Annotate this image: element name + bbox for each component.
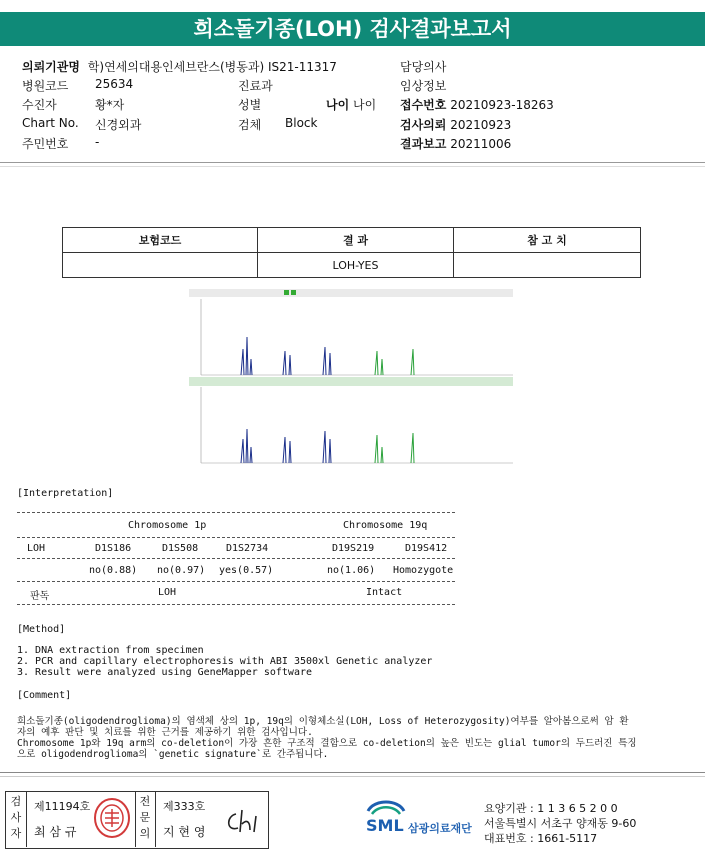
hospital-code-label: 병원코드 [22, 79, 69, 93]
examiner-seal-icon [93, 797, 131, 839]
toolbar-marker [291, 290, 296, 295]
org-name: 삼광의료재단 [408, 822, 472, 835]
divider [17, 512, 455, 513]
method-title: [Method] [17, 624, 66, 635]
specialist-no: 제333호 [163, 800, 206, 813]
care-code: 요양기관 : 1 1 3 6 5 2 0 0 [484, 802, 618, 815]
method-item: 3. Result were analyzed using GeneMapper software [17, 667, 313, 678]
value-d1s2734: yes(0.57) [219, 565, 274, 576]
loh-label: LOH [27, 543, 46, 554]
clinical-label: 임상정보 [400, 79, 447, 93]
result-cell: LOH-YES [258, 253, 454, 278]
chr1p-header: Chromosome 1p [128, 520, 207, 531]
chart-value: 신경외과 [95, 118, 142, 132]
electropherogram-image [189, 289, 513, 467]
dept-label: 진료과 [238, 79, 273, 93]
comment-title: [Comment] [17, 690, 72, 701]
panel-toolbar [189, 289, 513, 297]
patient-label: 수진자 [22, 98, 57, 112]
patient-value: 황*자 [95, 98, 125, 112]
chart-label: Chart No. [22, 116, 79, 130]
marker-d1s2734: D1S2734 [226, 543, 269, 554]
result-row [63, 253, 641, 278]
comment-line: 으로 oligodendroglioma의 `genetic signature`로 간주됩니다. [17, 749, 329, 760]
resident-label: 주민번호 [22, 137, 69, 151]
examiner-label: 검사자 [10, 795, 22, 840]
judgement-1p: LOH [158, 587, 177, 598]
reference-header: 참 고 치 [454, 228, 641, 253]
marker-d1s508: D1S508 [162, 543, 199, 554]
sex-label: 성별 [238, 98, 262, 112]
insurance-code-cell [63, 253, 258, 278]
reference-cell [454, 253, 641, 278]
insurance-code-header: 보험코드 [63, 228, 258, 253]
header-divider [0, 162, 705, 163]
divider [17, 537, 455, 538]
specimen-label: 검체 [238, 118, 262, 132]
interpretation-title: [Interpretation] [17, 488, 114, 499]
value-d1s508: no(0.97) [157, 565, 206, 576]
value-d19s412: Homozygote [393, 565, 454, 576]
report-row: 결과보고 20211006 [400, 137, 512, 151]
divider [17, 604, 455, 605]
examiner-name: 최 삼 규 [34, 825, 77, 839]
footer-divider-2 [0, 776, 705, 777]
result-table [62, 227, 641, 278]
footer-divider [0, 772, 705, 773]
address: 서울특별시 서초구 양재동 9-60 [484, 817, 637, 830]
result-header: 결 과 [258, 228, 454, 253]
value-d1s186: no(0.88) [89, 565, 138, 576]
marker-d19s219: D19S219 [332, 543, 375, 554]
specialist-name: 지 현 영 [163, 825, 206, 839]
marker-d1s186: D1S186 [95, 543, 132, 554]
method-item: 2. PCR and capillary electrophoresis with ABI 3500xl Genetic analyzer [17, 656, 433, 667]
toolbar-marker [284, 290, 289, 295]
examiner-no: 제11194호 [34, 800, 91, 813]
result-header-row [63, 228, 641, 253]
specialist-label: 전문의 [139, 795, 151, 840]
comment-line: 희소돌기종(oligodendroglioma)의 염색체 상의 1p, 19q의 이형체소실(LOH, Loss of Heterozygosity)여부를 알아봄으로써 암 환 [17, 716, 629, 727]
divider [17, 581, 455, 582]
institution-row: 의뢰기관명 학)연세의대용인세브란스(병동과) IS21-11317 [22, 60, 337, 74]
request-row: 검사의뢰 20210923 [400, 118, 512, 132]
header-divider-2 [0, 166, 705, 167]
divider [17, 558, 455, 559]
panel-divider [189, 377, 513, 386]
age-row: 나이 나이 [326, 98, 377, 112]
resident-value: - [95, 135, 100, 149]
judgement-19q: Intact [366, 587, 403, 598]
marker-d19s412: D19S412 [405, 543, 448, 554]
doctor-label: 담당의사 [400, 60, 447, 74]
specimen-value: Block [285, 116, 318, 130]
report-title: 희소돌기종(LOH) 검사결과보고서 [0, 12, 705, 46]
method-item: 1. DNA extraction from specimen [17, 645, 204, 656]
phone: 대표번호 : 1661-5117 [484, 832, 598, 845]
specialist-signature [222, 806, 264, 838]
comment-line: Chromosome 1p와 19q arm의 co-deletion이 가장 흔한 구조적 결함으로 co-deletion의 높은 빈도는 glial tumor의 두드러진 특징 [17, 738, 637, 749]
value-d19s219: no(1.06) [327, 565, 376, 576]
chr19q-header: Chromosome 19q [343, 520, 428, 531]
sml-logo-text: SML [366, 816, 404, 835]
judgement-label: 판독 [30, 591, 50, 602]
comment-line: 자의 예후 판단 및 치료를 위한 근거를 제공하기 위한 검사입니다. [17, 727, 313, 738]
receipt-row: 접수번호 20210923-18263 [400, 98, 554, 112]
hospital-code-value: 25634 [95, 77, 134, 91]
